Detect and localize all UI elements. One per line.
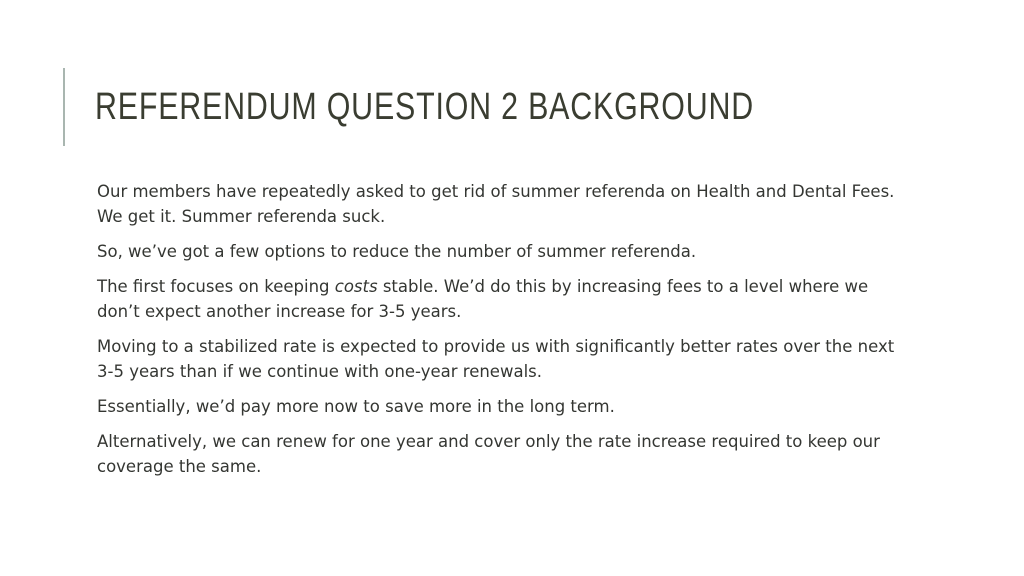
title-accent-rule xyxy=(63,68,65,146)
paragraph-5: Essentially, we’d pay more now to save more in the long term. xyxy=(97,397,615,416)
paragraph-3-rest: stable. We’d do this by increasing fees to a level where we don’t expect another increase for 3-5 years. xyxy=(97,277,869,321)
paragraph-6: Alternatively, we can renew for one year and cover only the rate increase required to keep our coverage the same. xyxy=(97,432,880,476)
slide-body xyxy=(97,179,897,489)
paragraph-1: Our members have repeatedly asked to get rid of summer referenda on Health and Dental Fees. We get it. Summer referenda suck. xyxy=(97,182,895,226)
paragraph-2: So, we’ve got a few options to reduce the number of summer referenda. xyxy=(97,242,697,261)
paragraph-3 xyxy=(97,274,897,324)
paragraph-3-lead: The first focuses on keeping xyxy=(97,277,335,296)
slide-title: REFERENDUM QUESTION 2 BACKGROUND xyxy=(95,86,754,128)
paragraph-4: Moving to a stabilized rate is expected to provide us with significantly better rates over the next 3-5 years than if we continue with one-year renewals. xyxy=(97,337,895,381)
paragraph-3-emphasis: costs xyxy=(334,277,378,296)
